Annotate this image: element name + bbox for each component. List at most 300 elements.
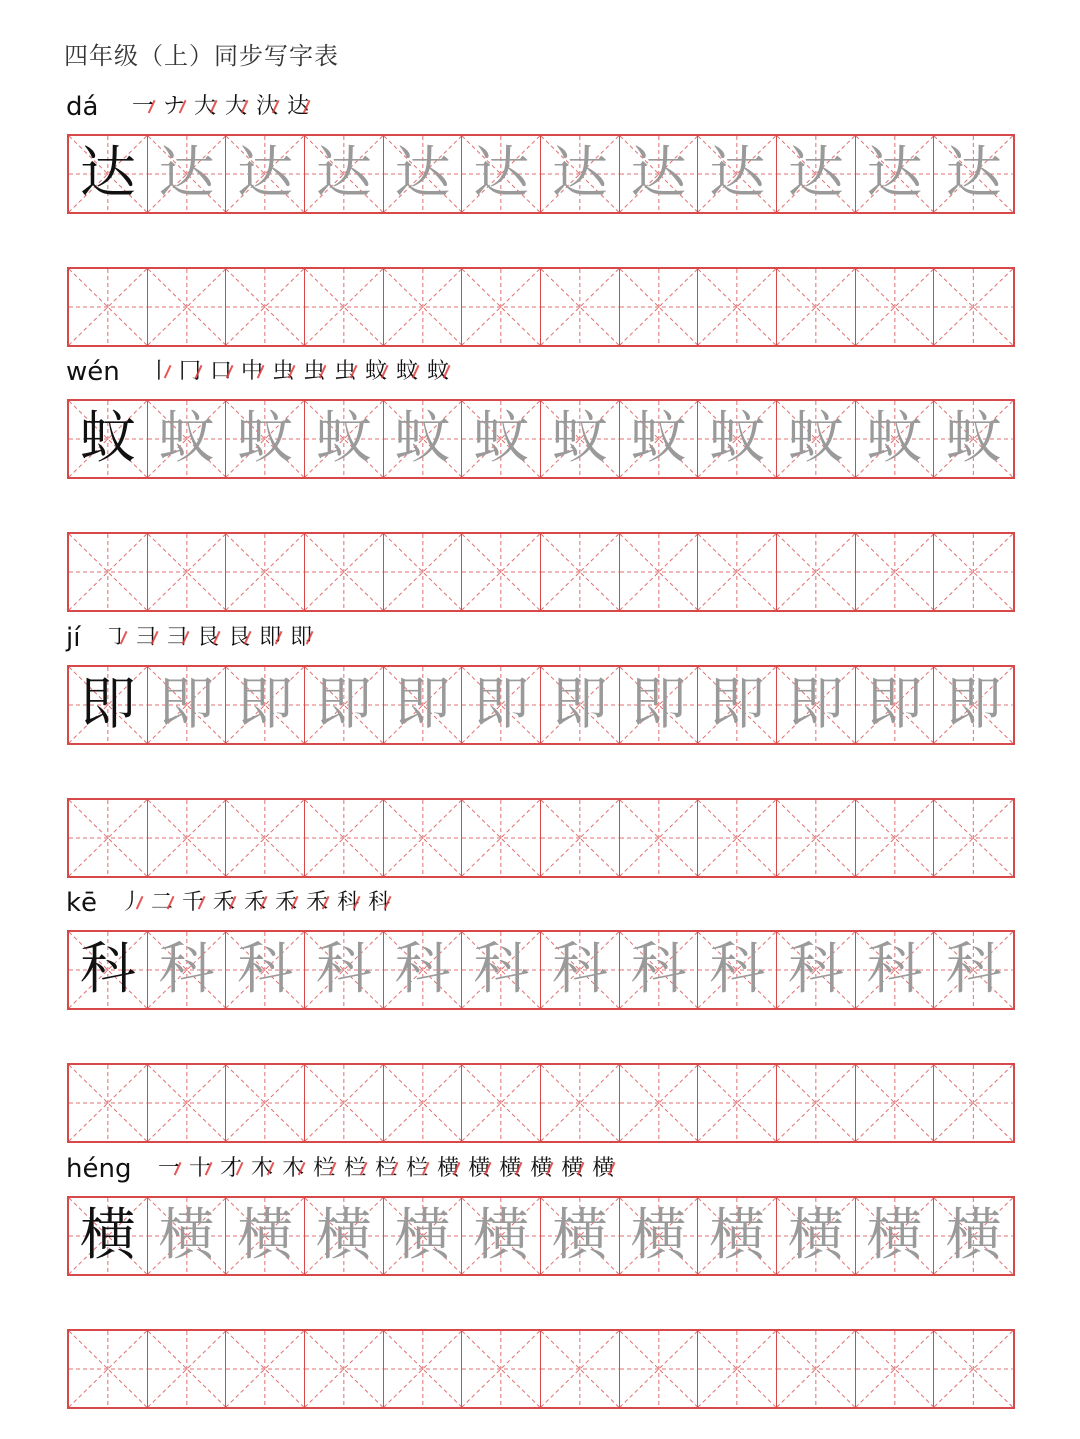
stroke-step: 木 bbox=[282, 1156, 305, 1181]
trace-character: 横 bbox=[866, 1203, 923, 1268]
blank-writing-cell[interactable] bbox=[934, 269, 1013, 345]
mi-grid-guides bbox=[305, 1331, 383, 1407]
stroke-step: 横 bbox=[592, 1156, 615, 1181]
trace-character: 蚊 bbox=[866, 406, 923, 471]
trace-character: 横 bbox=[945, 1203, 1002, 1268]
trace-character-cell bbox=[462, 667, 541, 743]
stroke-step: 一 bbox=[158, 1156, 181, 1181]
mi-grid-guides bbox=[777, 269, 855, 345]
trace-character: 达 bbox=[158, 141, 215, 206]
trace-character: 即 bbox=[787, 672, 844, 737]
blank-writing-cell[interactable] bbox=[777, 1065, 856, 1141]
blank-writing-cell[interactable] bbox=[541, 269, 620, 345]
mi-grid-guides bbox=[698, 1331, 776, 1407]
trace-character: 科 bbox=[551, 937, 608, 1002]
mi-grid-guides bbox=[934, 534, 1013, 610]
model-character: 即 bbox=[79, 672, 136, 737]
mi-grid-guides bbox=[541, 1331, 619, 1407]
mi-grid-guides bbox=[777, 800, 855, 876]
trace-character: 即 bbox=[394, 672, 451, 737]
blank-writing-cell[interactable] bbox=[856, 1065, 935, 1141]
trace-character: 科 bbox=[787, 937, 844, 1002]
blank-writing-cell[interactable] bbox=[462, 800, 541, 876]
blank-writing-cell[interactable] bbox=[384, 1331, 463, 1407]
trace-character-cell bbox=[384, 667, 463, 743]
blank-writing-cell[interactable] bbox=[384, 269, 463, 345]
trace-character: 科 bbox=[945, 937, 1002, 1002]
blank-writing-cell[interactable] bbox=[148, 1331, 227, 1407]
blank-writing-cell[interactable] bbox=[305, 800, 384, 876]
trace-character: 即 bbox=[158, 672, 215, 737]
blank-writing-cell[interactable] bbox=[69, 534, 148, 610]
mi-grid-guides bbox=[541, 1065, 619, 1141]
stroke-order bbox=[158, 1156, 614, 1182]
trace-character: 蚊 bbox=[158, 406, 215, 471]
trace-character-cell bbox=[620, 667, 699, 743]
trace-character-cell bbox=[620, 932, 699, 1008]
blank-writing-cell[interactable] bbox=[541, 800, 620, 876]
mi-grid-guides bbox=[856, 1331, 934, 1407]
trace-character-cell bbox=[620, 401, 699, 477]
practice-row bbox=[67, 134, 1015, 214]
trace-character: 达 bbox=[945, 141, 1002, 206]
trace-character-cell bbox=[226, 932, 305, 1008]
stroke-step: 才 bbox=[220, 1156, 243, 1181]
blank-writing-cell[interactable] bbox=[620, 269, 699, 345]
mi-grid-guides bbox=[541, 800, 619, 876]
trace-character: 达 bbox=[551, 141, 608, 206]
trace-character-cell bbox=[226, 401, 305, 477]
blank-writing-cell[interactable] bbox=[541, 1065, 620, 1141]
trace-character-cell bbox=[384, 136, 463, 212]
mi-grid-guides bbox=[384, 1331, 462, 1407]
trace-character: 达 bbox=[630, 141, 687, 206]
mi-grid-guides bbox=[384, 534, 462, 610]
trace-character-cell bbox=[541, 136, 620, 212]
mi-grid-guides bbox=[856, 534, 934, 610]
pinyin-label: wén bbox=[66, 357, 120, 387]
stroke-step: 栏 bbox=[344, 1156, 367, 1181]
stroke-step: 栏 bbox=[375, 1156, 398, 1181]
blank-writing-cell[interactable] bbox=[541, 534, 620, 610]
stroke-step: 口 bbox=[210, 359, 233, 384]
model-character: 蚊 bbox=[79, 406, 136, 471]
trace-character-cell bbox=[305, 667, 384, 743]
trace-character-cell bbox=[698, 667, 777, 743]
mi-grid-guides bbox=[226, 1331, 304, 1407]
blank-writing-cell[interactable] bbox=[777, 800, 856, 876]
model-character-cell bbox=[69, 667, 148, 743]
model-character: 达 bbox=[79, 141, 136, 206]
blank-writing-cell[interactable] bbox=[69, 269, 148, 345]
mi-grid-guides bbox=[384, 269, 462, 345]
trace-character: 横 bbox=[315, 1203, 372, 1268]
trace-character-cell bbox=[541, 1198, 620, 1274]
mi-grid-guides bbox=[934, 269, 1013, 345]
trace-character: 科 bbox=[709, 937, 766, 1002]
stroke-step: 虫 bbox=[334, 359, 357, 384]
mi-grid-guides bbox=[226, 534, 304, 610]
blank-writing-cell[interactable] bbox=[305, 269, 384, 345]
mi-grid-guides bbox=[856, 1065, 934, 1141]
mi-grid-guides bbox=[69, 1331, 147, 1407]
blank-writing-cell[interactable] bbox=[69, 800, 148, 876]
mi-grid-guides bbox=[148, 1065, 226, 1141]
trace-character: 达 bbox=[709, 141, 766, 206]
mi-grid-guides bbox=[698, 534, 776, 610]
trace-character: 科 bbox=[315, 937, 372, 1002]
practice-row bbox=[67, 399, 1015, 479]
stroke-step: 十 bbox=[189, 1156, 212, 1181]
mi-grid-guides bbox=[777, 1331, 855, 1407]
trace-character: 即 bbox=[551, 672, 608, 737]
mi-grid-guides bbox=[69, 1065, 147, 1141]
trace-character: 科 bbox=[866, 937, 923, 1002]
trace-character-cell bbox=[620, 1198, 699, 1274]
trace-character-cell bbox=[384, 1198, 463, 1274]
mi-grid-guides bbox=[541, 269, 619, 345]
trace-character: 蚊 bbox=[551, 406, 608, 471]
stroke-step: 即 bbox=[259, 625, 282, 650]
model-character-cell bbox=[69, 1198, 148, 1274]
blank-writing-cell[interactable] bbox=[856, 1331, 935, 1407]
trace-character: 科 bbox=[394, 937, 451, 1002]
trace-character-cell bbox=[148, 1198, 227, 1274]
trace-character-cell bbox=[541, 667, 620, 743]
stroke-order bbox=[148, 359, 449, 385]
blank-writing-cell[interactable] bbox=[69, 1065, 148, 1141]
trace-character-cell bbox=[462, 1198, 541, 1274]
stroke-order bbox=[120, 890, 390, 916]
blank-writing-cell[interactable] bbox=[620, 800, 699, 876]
mi-grid-guides bbox=[148, 1331, 226, 1407]
blank-writing-cell[interactable] bbox=[462, 269, 541, 345]
trace-character-cell bbox=[934, 932, 1013, 1008]
trace-character: 蚊 bbox=[787, 406, 844, 471]
mi-grid-guides bbox=[226, 1065, 304, 1141]
trace-character-cell bbox=[777, 932, 856, 1008]
mi-grid-guides bbox=[305, 1065, 383, 1141]
trace-character-cell bbox=[934, 667, 1013, 743]
mi-grid-guides bbox=[698, 1065, 776, 1141]
blank-writing-cell[interactable] bbox=[384, 800, 463, 876]
trace-character: 即 bbox=[709, 672, 766, 737]
blank-writing-cell[interactable] bbox=[148, 534, 227, 610]
blank-writing-cell[interactable] bbox=[777, 269, 856, 345]
mi-grid-guides bbox=[462, 1331, 540, 1407]
blank-writing-cell[interactable] bbox=[698, 800, 777, 876]
trace-character-cell bbox=[934, 136, 1013, 212]
blank-writing-cell[interactable] bbox=[620, 1065, 699, 1141]
blank-writing-cell[interactable] bbox=[384, 534, 463, 610]
mi-grid-guides bbox=[620, 269, 698, 345]
stroke-step: 木 bbox=[251, 1156, 274, 1181]
stroke-step: 丨 bbox=[148, 359, 171, 384]
stroke-step: 禾 bbox=[306, 890, 329, 915]
model-character: 横 bbox=[79, 1203, 136, 1268]
trace-character: 科 bbox=[630, 937, 687, 1002]
trace-character-cell bbox=[856, 136, 935, 212]
mi-grid-guides bbox=[462, 800, 540, 876]
trace-character: 蚊 bbox=[237, 406, 294, 471]
stroke-step: 虫 bbox=[303, 359, 326, 384]
blank-writing-cell[interactable] bbox=[698, 269, 777, 345]
blank-writing-cell[interactable] bbox=[698, 534, 777, 610]
practice-row bbox=[67, 930, 1015, 1010]
trace-character-cell bbox=[541, 932, 620, 1008]
blank-writing-cell[interactable] bbox=[305, 1331, 384, 1407]
pinyin-label: jí bbox=[66, 623, 81, 653]
trace-character: 蚊 bbox=[473, 406, 530, 471]
mi-grid-guides bbox=[69, 269, 147, 345]
trace-character-cell bbox=[148, 932, 227, 1008]
trace-character-cell bbox=[698, 136, 777, 212]
stroke-step: 艮 bbox=[197, 625, 220, 650]
blank-writing-cell[interactable] bbox=[148, 269, 227, 345]
stroke-step: 横 bbox=[437, 1156, 460, 1181]
blank-writing-cell[interactable] bbox=[620, 1331, 699, 1407]
mi-grid-guides bbox=[856, 269, 934, 345]
blank-writing-cell[interactable] bbox=[462, 1065, 541, 1141]
trace-character: 科 bbox=[158, 937, 215, 1002]
blank-writing-cell[interactable] bbox=[226, 1331, 305, 1407]
trace-character-cell bbox=[856, 667, 935, 743]
trace-character: 即 bbox=[630, 672, 687, 737]
blank-practice-row bbox=[67, 1329, 1015, 1409]
mi-grid-guides bbox=[777, 1065, 855, 1141]
model-character-cell bbox=[69, 136, 148, 212]
mi-grid-guides bbox=[305, 800, 383, 876]
blank-writing-cell[interactable] bbox=[148, 800, 227, 876]
trace-character: 达 bbox=[315, 141, 372, 206]
stroke-step: 冂 bbox=[179, 359, 202, 384]
stroke-step: 大 bbox=[225, 94, 248, 119]
stroke-step: 科 bbox=[337, 890, 360, 915]
stroke-step: 虫 bbox=[272, 359, 295, 384]
blank-writing-cell[interactable] bbox=[226, 269, 305, 345]
trace-character-cell bbox=[305, 932, 384, 1008]
trace-character: 科 bbox=[237, 937, 294, 1002]
trace-character-cell bbox=[698, 1198, 777, 1274]
blank-writing-cell[interactable] bbox=[226, 534, 305, 610]
mi-grid-guides bbox=[620, 1065, 698, 1141]
blank-writing-cell[interactable] bbox=[148, 1065, 227, 1141]
mi-grid-guides bbox=[541, 534, 619, 610]
stroke-step: 汏 bbox=[256, 94, 279, 119]
mi-grid-guides bbox=[226, 800, 304, 876]
stroke-step: 横 bbox=[561, 1156, 584, 1181]
trace-character: 蚊 bbox=[394, 406, 451, 471]
mi-grid-guides bbox=[305, 269, 383, 345]
character-section bbox=[0, 357, 1080, 617]
mi-grid-guides bbox=[226, 269, 304, 345]
blank-writing-cell[interactable] bbox=[620, 534, 699, 610]
character-section bbox=[0, 623, 1080, 883]
trace-character-cell bbox=[384, 401, 463, 477]
model-character-cell bbox=[69, 401, 148, 477]
trace-character: 蚊 bbox=[945, 406, 1002, 471]
trace-character-cell bbox=[462, 401, 541, 477]
mi-grid-guides bbox=[462, 1065, 540, 1141]
blank-writing-cell[interactable] bbox=[305, 1065, 384, 1141]
trace-character-cell bbox=[777, 136, 856, 212]
trace-character: 横 bbox=[630, 1203, 687, 1268]
stroke-step: 中 bbox=[241, 359, 264, 384]
blank-writing-cell[interactable] bbox=[305, 534, 384, 610]
pinyin-label: kē bbox=[66, 888, 98, 918]
trace-character: 横 bbox=[787, 1203, 844, 1268]
trace-character-cell bbox=[148, 401, 227, 477]
trace-character: 达 bbox=[473, 141, 530, 206]
trace-character-cell bbox=[620, 136, 699, 212]
blank-writing-cell[interactable] bbox=[462, 534, 541, 610]
blank-writing-cell[interactable] bbox=[226, 1065, 305, 1141]
trace-character-cell bbox=[305, 1198, 384, 1274]
practice-row bbox=[67, 665, 1015, 745]
mi-grid-guides bbox=[698, 269, 776, 345]
mi-grid-guides bbox=[620, 534, 698, 610]
trace-character-cell bbox=[384, 932, 463, 1008]
stroke-step: 科 bbox=[368, 890, 391, 915]
stroke-step: 二 bbox=[151, 890, 174, 915]
mi-grid-guides bbox=[620, 1331, 698, 1407]
stroke-step: 栏 bbox=[406, 1156, 429, 1181]
blank-writing-cell[interactable] bbox=[384, 1065, 463, 1141]
trace-character-cell bbox=[226, 1198, 305, 1274]
trace-character-cell bbox=[226, 667, 305, 743]
trace-character-cell bbox=[777, 401, 856, 477]
character-section bbox=[0, 92, 1080, 352]
blank-writing-cell[interactable] bbox=[226, 800, 305, 876]
trace-character-cell bbox=[698, 401, 777, 477]
stroke-step: 千 bbox=[182, 890, 205, 915]
stroke-step: 大 bbox=[194, 94, 217, 119]
character-section bbox=[0, 1154, 1080, 1414]
blank-practice-row bbox=[67, 267, 1015, 347]
trace-character-cell bbox=[856, 401, 935, 477]
trace-character-cell bbox=[856, 932, 935, 1008]
page-title: 四年级（上）同步写字表 bbox=[64, 42, 339, 70]
trace-character: 即 bbox=[473, 672, 530, 737]
blank-writing-cell[interactable] bbox=[856, 800, 935, 876]
mi-grid-guides bbox=[148, 800, 226, 876]
mi-grid-guides bbox=[384, 1065, 462, 1141]
stroke-step: 彐 bbox=[166, 625, 189, 650]
mi-grid-guides bbox=[305, 534, 383, 610]
trace-character: 达 bbox=[866, 141, 923, 206]
stroke-step: 丿 bbox=[120, 890, 143, 915]
stroke-step: 横 bbox=[499, 1156, 522, 1181]
stroke-step: 彐 bbox=[135, 625, 158, 650]
trace-character: 即 bbox=[866, 672, 923, 737]
blank-writing-cell[interactable] bbox=[934, 534, 1013, 610]
trace-character: 蚊 bbox=[630, 406, 687, 471]
blank-writing-cell[interactable] bbox=[777, 534, 856, 610]
stroke-step: 一 bbox=[132, 94, 155, 119]
blank-practice-row bbox=[67, 798, 1015, 878]
model-character: 科 bbox=[79, 937, 136, 1002]
mi-grid-guides bbox=[69, 800, 147, 876]
stroke-step: 横 bbox=[468, 1156, 491, 1181]
mi-grid-guides bbox=[934, 1331, 1013, 1407]
stroke-step: 艮 bbox=[228, 625, 251, 650]
stroke-step: 栏 bbox=[313, 1156, 336, 1181]
trace-character: 横 bbox=[158, 1203, 215, 1268]
trace-character: 达 bbox=[237, 141, 294, 206]
mi-grid-guides bbox=[934, 1065, 1013, 1141]
trace-character-cell bbox=[777, 667, 856, 743]
trace-character-cell bbox=[934, 1198, 1013, 1274]
stroke-step: 达 bbox=[287, 94, 310, 119]
trace-character: 蚊 bbox=[709, 406, 766, 471]
trace-character: 横 bbox=[473, 1203, 530, 1268]
blank-writing-cell[interactable] bbox=[541, 1331, 620, 1407]
practice-row bbox=[67, 1196, 1015, 1276]
mi-grid-guides bbox=[462, 269, 540, 345]
trace-character: 横 bbox=[394, 1203, 451, 1268]
trace-character-cell bbox=[148, 667, 227, 743]
pinyin-label: dá bbox=[66, 92, 99, 122]
trace-character-cell bbox=[462, 136, 541, 212]
mi-grid-guides bbox=[462, 534, 540, 610]
stroke-step: 蚊 bbox=[396, 359, 419, 384]
blank-writing-cell[interactable] bbox=[856, 534, 935, 610]
trace-character: 横 bbox=[709, 1203, 766, 1268]
blank-writing-cell[interactable] bbox=[777, 1331, 856, 1407]
blank-writing-cell[interactable] bbox=[856, 269, 935, 345]
mi-grid-guides bbox=[69, 534, 147, 610]
trace-character: 即 bbox=[237, 672, 294, 737]
trace-character: 科 bbox=[473, 937, 530, 1002]
stroke-step: 横 bbox=[530, 1156, 553, 1181]
trace-character-cell bbox=[305, 136, 384, 212]
stroke-step: ナ bbox=[163, 94, 186, 119]
stroke-step: 禾 bbox=[213, 890, 236, 915]
blank-writing-cell[interactable] bbox=[698, 1065, 777, 1141]
blank-writing-cell[interactable] bbox=[462, 1331, 541, 1407]
mi-grid-guides bbox=[698, 800, 776, 876]
blank-writing-cell[interactable] bbox=[934, 800, 1013, 876]
blank-practice-row bbox=[67, 532, 1015, 612]
trace-character-cell bbox=[305, 401, 384, 477]
stroke-step: 蚊 bbox=[365, 359, 388, 384]
blank-writing-cell[interactable] bbox=[698, 1331, 777, 1407]
trace-character-cell bbox=[462, 932, 541, 1008]
trace-character: 蚊 bbox=[315, 406, 372, 471]
model-character-cell bbox=[69, 932, 148, 1008]
blank-writing-cell[interactable] bbox=[934, 1331, 1013, 1407]
mi-grid-guides bbox=[856, 800, 934, 876]
mi-grid-guides bbox=[148, 269, 226, 345]
trace-character-cell bbox=[148, 136, 227, 212]
trace-character: 达 bbox=[787, 141, 844, 206]
trace-character-cell bbox=[777, 1198, 856, 1274]
blank-writing-cell[interactable] bbox=[934, 1065, 1013, 1141]
stroke-step: 禾 bbox=[275, 890, 298, 915]
trace-character-cell bbox=[934, 401, 1013, 477]
trace-character: 横 bbox=[237, 1203, 294, 1268]
trace-character: 达 bbox=[394, 141, 451, 206]
trace-character-cell bbox=[698, 932, 777, 1008]
blank-writing-cell[interactable] bbox=[69, 1331, 148, 1407]
trace-character: 即 bbox=[315, 672, 372, 737]
pinyin-label: héng bbox=[66, 1154, 132, 1184]
trace-character: 即 bbox=[945, 672, 1002, 737]
mi-grid-guides bbox=[777, 534, 855, 610]
mi-grid-guides bbox=[148, 534, 226, 610]
character-section bbox=[0, 888, 1080, 1148]
stroke-step: 禾 bbox=[244, 890, 267, 915]
